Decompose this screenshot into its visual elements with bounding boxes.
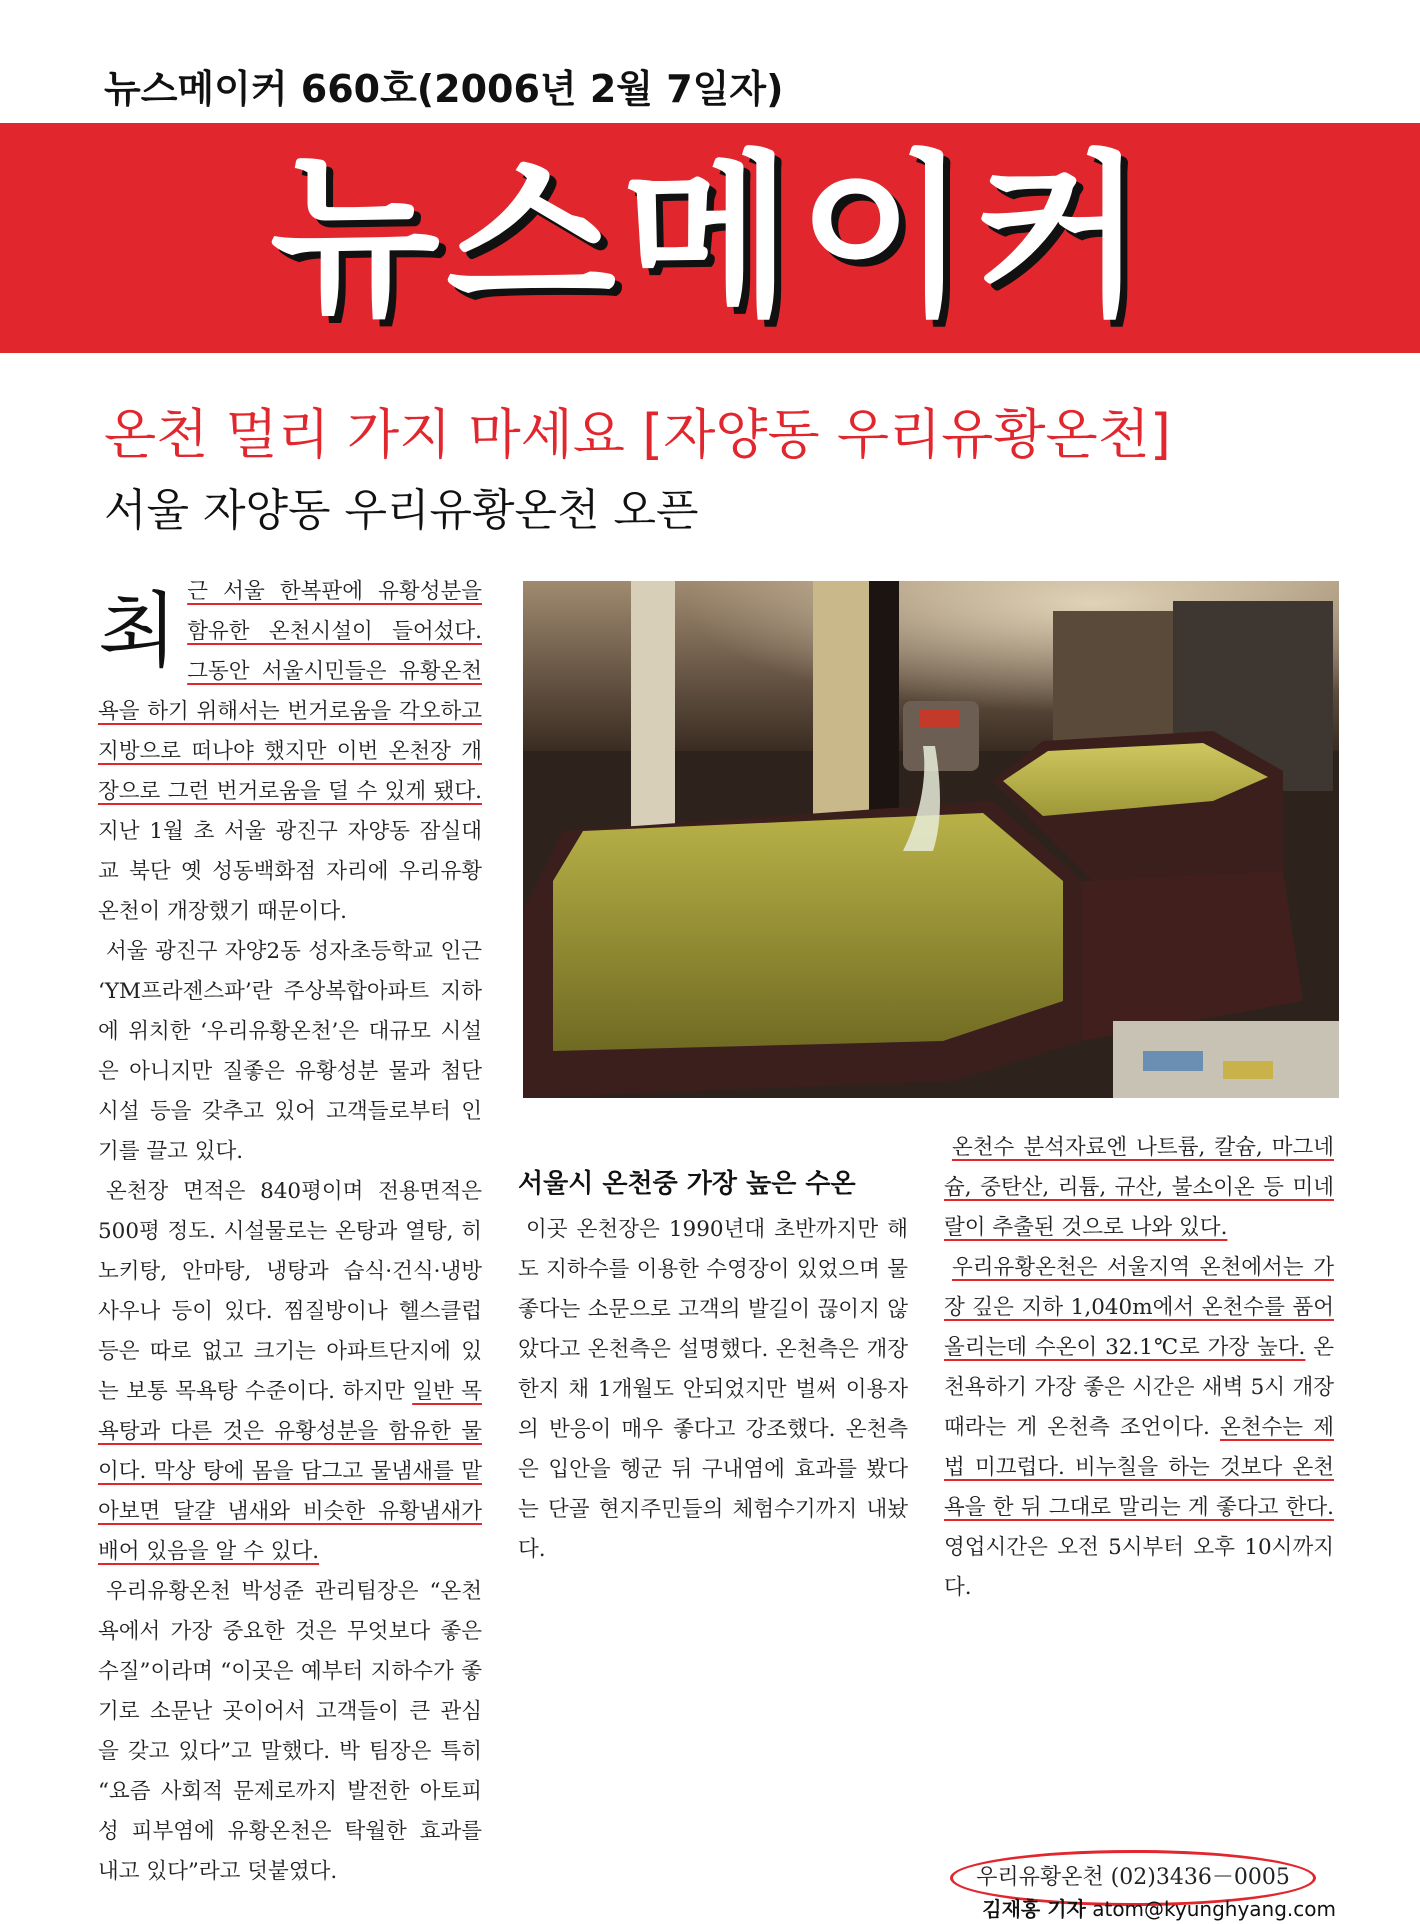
highlighted-text: 온천수는 제법 미끄럽다. 비누칠을 하는 것보다 온천욕을 한 뒤 그대로 말리는 게 좋다고 한다. (944, 1415, 1334, 1520)
masthead-title: 뉴스메이커 (269, 135, 1151, 340)
highlighted-text: 온천수 분석자료엔 나트륨, 칼슘, 마그네슘, 중탄산, 리튬, 규산, 불소이온 등 미네랄이 추출된 것으로 나와 있다. (944, 1135, 1334, 1240)
masthead-banner (0, 123, 1420, 353)
paragraph-text: 우리유황온천 박성준 관리팀장은 “온천욕에서 가장 중요한 것은 무엇보다 좋은 수질”이라며 “이곳은 예부터 지하수가 좋기로 소문난 곳이어서 고객들이 큰 관심을 갖고 있다”고 말했다. 박 팀장은 특히 “요즘 사회적 문제로까지 발전한 아토피성 피부염에 유황온천은 탁월한 효과를 내고 있다”라고 덧붙였다. (98, 1579, 482, 1884)
reporter-name: 김재홍 기자 (982, 1897, 1086, 1921)
drop-cap: 최 (98, 584, 178, 679)
contact-info: 우리유황온천 (02)3436－0005 (950, 1850, 1316, 1906)
article-paragraph-6 (944, 1128, 1334, 1248)
article-paragraph-5 (518, 1210, 908, 1570)
reporter-email: atom@kyunghyang.com (1092, 1897, 1336, 1921)
article-headline: 온천 멀리 가지 마세요 [자양동 우리유황온천] (104, 403, 1171, 466)
article-paragraph-2 (98, 932, 482, 1172)
section-heading: 서울시 온천중 가장 높은 수온 (518, 1169, 856, 1199)
hot-spring-photo (523, 581, 1339, 1098)
paragraph-text: 지난 1월 초 서울 광진구 자양동 잠실대교 북단 옛 성동백화점 자리에 우리유황온천이 개장했기 때문이다. (98, 819, 482, 924)
highlighted-text: 근 서울 한복판에 유황성분을 함유한 온천시설이 들어섰다. 그동안 서울시민들은 유황온천욕을 하기 위해서는 번거로움을 각오하고 지방으로 떠나야 했지만 이번 온천장 개장으로 그런 번거로움을 덜 수 있게 됐다. (98, 579, 482, 804)
highlighted-text: 우리유황온천은 서울지역 온천에서는 가장 깊은 지하 1,040m에서 온천수를 품어 올리는데 수온이 32.1℃로 가장 높다. (944, 1255, 1334, 1360)
paragraph-text: 영업시간은 오전 5시부터 오후 10시까지다. (944, 1535, 1334, 1600)
article-column-3 (944, 1128, 1334, 1608)
paragraph-text: 서울 광진구 자양2동 성자초등학교 인근 ‘YM프라젠스파’란 주상복합아파트 지하에 위치한 ‘우리유황온천’은 대규모 시설은 아니지만 질좋은 유황성분 물과 첨단시설 등을 갖추고 있어 고객들로부터 인기를 끌고 있다. (98, 939, 482, 1164)
paragraph-text: 이곳 온천장은 1990년대 초반까지만 해도 지하수를 이용한 수영장이 있었으며 물 좋다는 소문으로 고객의 발길이 끊이지 않았다고 온천측은 설명했다. 온천측은 개장한지 채 1개월도 안되었지만 벌써 이용자의 반응이 매우 좋다고 강조했다. 온천측은 입안을 헹군 뒤 구내염에 효과를 봤다는 단골 현지주민들의 체험수기까지 내놨다. (518, 1217, 908, 1562)
article-subhead: 서울 자양동 우리유황온천 오픈 (104, 485, 699, 536)
article-column-2 (518, 1128, 908, 1570)
byline (982, 1893, 1336, 1922)
article-paragraph-3 (98, 1172, 482, 1572)
article-paragraph-1 (98, 572, 482, 932)
article-paragraph-7 (944, 1248, 1334, 1608)
highlighted-text: 일반 목욕탕과 다른 것은 유황성분을 함유한 물이다. 막상 탕에 몸을 담그고 물냄새를 맡아보면 달걀 냄새와 비슷한 유황냄새가 배어 있음을 알 수 있다. (98, 1379, 482, 1564)
article-column-1 (98, 572, 482, 1892)
article-paragraph-4 (98, 1572, 482, 1892)
paragraph-text: 온천욕하기 가장 좋은 시간은 새벽 5시 개장 때라는 게 온천측 조언이다. (944, 1335, 1335, 1440)
paragraph-text: 온천장 면적은 840평이며 전용면적은 500평 정도. 시설물로는 온탕과 열탕, 히노키탕, 안마탕, 냉탕과 습식·건식·냉방 사우나 등이 있다. 찜질방이나 헬스클럽 등은 따로 없고 크기는 아파트단지에 있는 보통 목욕탕 수준이다. 하지만 (98, 1179, 482, 1404)
issue-line: 뉴스메이커 660호(2006년 2월 7일자) (104, 67, 784, 111)
